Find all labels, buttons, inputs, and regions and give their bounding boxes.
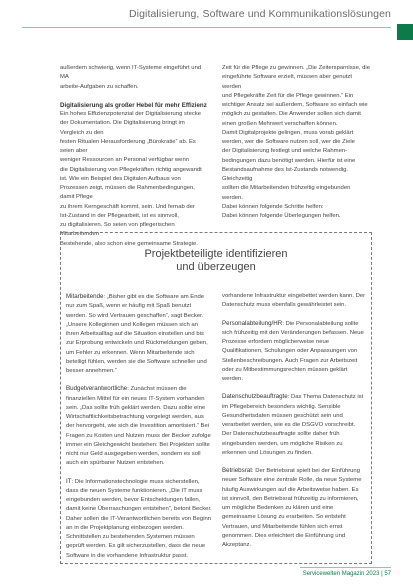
info-box-left-column	[66, 292, 212, 559]
paragraph-line: Bestandsaufnahme des Ist-Zustands notwendig. Gleichzeitig	[222, 166, 349, 182]
paragraph-line: Prozessen zeigt, müssen die Rahmenbedingungen, damit Pflege	[60, 185, 195, 201]
paragraph-line: und Pflegekräfte Zeit für die Pflege gewinnen.“ Ein	[222, 92, 354, 99]
paragraph-line: Zeit für die Pflege zu gewinnen. „Die Zeitersparnisse, die	[222, 65, 370, 71]
info-box-right-column	[222, 292, 366, 554]
info-paragraph: Mitarbeitende: „Bisher gibt es die Software am Ende nur zum Spaß, wenn er häufig mit Spaß benutzt werden. So wird Vertrauen geschaffen“, sagt Becker. „Unsere Kolleginnen und Kollegen müssen sich an ihren Arbeitsalltag auf die Situation einstellen und bis zur Erprobung entwickeln und Rückmeldungen geben, um Fehler zu erkennen. Wenn Mitarbeitende sich beteiligt fühlen, werden sie die Software schneller und besser annehmen.“	[66, 293, 208, 374]
info-paragraph-head: IT	[66, 477, 72, 485]
info-paragraph-text: Der Betriebsrat spielt bei der Einführung neuer Software eine zentrale Rolle, da neue Systeme häufig Auswirkungen auf die Arbeitsweise haben. Es ist sinnvoll, den Betriebsrat frühzeitig zu informieren, um mögliche Bedenken zu klären und eine gemeinsame Lösung zu erarbeiten. So entsteht Vertrauen, und Mitarbeitende fühlen sich ernst genommen. Dies erleichtert die Einführung und Akzeptanz.	[222, 468, 362, 548]
header-divider	[22, 27, 391, 28]
paragraph-line: weniger Ressourcen an Personal verfügbar wenn	[60, 157, 190, 164]
info-paragraph-text: vorhandene Infrastruktur eingebettet werden kann. Der Datenschutz muss ebenfalls gewährleistet sein.	[222, 293, 366, 309]
paragraph-line: einen großen Mehrwert verschaffen können.	[222, 120, 338, 127]
paragraph-line: bedingungen dazu benötigt werden. Hierfür ist eine	[222, 157, 356, 164]
paragraph-line: Dabei können folgende Überlegungen helfen.	[222, 213, 341, 219]
section-subheading: Digitalisierung als großer Hebel für mehr Effizienz	[60, 101, 207, 109]
info-paragraph-text: Zunächst müssen die finanziellen Mittel für ein neues IT-System vorhanden sein. „Das sollte früh geklärt werden. Dazu sollte eine Wirtschaftlichkeitsbetrachtung vorgelegt werden, aus der hervorgeht, wie sich die Investition amortisiert.“ Bei Fragen zu Kosten und Nutzen muss der Becker zufolge immer ein Gleichgewicht bestehen: Bei Projekten sollte nicht nur Geld ausgegeben werden, sondern es soll auch ein spürbarer Nutzen entstehen.	[66, 386, 211, 467]
paragraph-line: eingeführte Software erzielt, müssen aber genutzt werden	[222, 74, 352, 90]
paragraph-line: sollten die Mitarbeitenden frühzeitig eingebunden werden.	[222, 185, 351, 201]
paragraph-line: Ist-Zustand in der Pflegearbeit, ist es sinnvoll,	[60, 212, 179, 219]
footer-divider	[300, 567, 391, 568]
paragraph-line: der Dokumentation. Die Digitalisierung bringt im Vergleich zu den	[60, 120, 185, 136]
paragraph-line: festen Ritualen Herausforderung „Bürokratie“ ab. Es seien aber	[60, 138, 196, 154]
info-paragraph: Budgetverantwortliche: Zunächst müssen die finanziellen Mittel für ein neues IT-System vorhanden sein. „Das sollte früh geklärt werden. Dazu sollte eine Wirtschaftlichkeitsbetrachtung vorgelegt werden, aus der hervorgeht, wie sich die Investition amortisiert.“ Bei Fragen zu Kosten und Nutzen muss der Becker zufolge immer ein Gleichgewicht bestehen: Bei Projekten sollte nicht nur Geld ausgegeben werden, sondern es soll auch ein spürbarer Nutzen entstehen.	[66, 385, 211, 467]
info-paragraph: IT: Die Informationstechnologie muss sicherstellen, dass die neuen Systeme funktionieren. „Die IT muss eingebunden werden, bevor Entscheidungen fallen, damit keine Überraschungen entstehen“, betont Becker. Daher sollen die IT-Verantwortlichen bereits von Beginn an in die Projektplanung einbezogen werden. Schnittstellen zu bestehenden Systemen müssen geprüft werden. Es gilt sicherzustellen, dass die neue Software in die vorhandene Infrastruktur passt.	[66, 477, 212, 559]
info-box-title	[60, 248, 372, 274]
paragraph-line: ist. Wie ein Beispiel des Digitalen Aufbaus von	[60, 175, 181, 182]
paragraph-line: die Digitalisierung von Pflegekräften richtig angewandt	[60, 166, 202, 173]
info-paragraph: Datenschutzbeauftragte: Das Thema Datenschutz ist im Pflegebereich besonders wichtig. Sensible Gesundheitsdaten müssen geschützt sein und verarbeitet werden, wie es die DSGVO vorschreibt. Der Datenschutzbeauftragte sollte daher früh eingebunden werden, um mögliche Risiken zu erkennen und Lösungen zu finden.	[222, 393, 364, 456]
paragraph-line: zu ihrem Kerngeschäft kommt, sein. Und fernab der	[60, 203, 195, 210]
info-box-title-line: und überzeugen	[176, 261, 256, 273]
paragraph-line: Damit Digitalprojekte gelingen, muss vorab geklärt	[222, 129, 354, 136]
page-header-title: Digitalisierung, Software und Kommunikationslösungen	[128, 8, 391, 20]
info-paragraph	[222, 292, 366, 311]
info-paragraph-text: Die Informationstechnologie muss sicherstellen, dass die neuen Systeme funktionieren. „Die IT muss eingebunden werden, bevor Entscheidungen fallen, damit keine Überraschungen entstehen“, betont Becker. Daher sollen die IT-Verantwortlichen bereits von Beginn an in die Projektplanung einbezogen werden. Schnittstellen zu bestehenden Systemen müssen geprüft werden. Es gilt sicherzustellen, dass die neue Software in die vorhandene Infrastruktur passt.	[66, 478, 212, 559]
paragraph-line: werden, wer die Software nutzen soll, wer die Ziele	[222, 139, 355, 145]
paragraph-line: wichtiger Ansatz sei außerdem, Software so einfach wie	[222, 102, 368, 108]
info-paragraph-head: Budgetverantwortliche	[66, 385, 128, 393]
info-paragraph: Betriebsrat: Der Betriebsrat spielt bei der Einführung neuer Software eine zentrale Rolle, da neue Systeme häufig Auswirkungen auf die Arbeitsweise haben. Es ist sinnvoll, den Betriebsrat frühzeitig zu informieren, um mögliche Bedenken zu klären und eine gemeinsame Lösung zu erarbeiten. So entsteht Vertrauen, und Mitarbeitende fühlen sich ernst genommen. Dies erleichtert die Einführung und Akzeptanz.	[222, 467, 362, 548]
section-tab-marker	[397, 24, 413, 40]
info-paragraph-text: Das Thema Datenschutz ist im Pflegebereich besonders wichtig. Sensible Gesundheitsdaten müssen geschützt sein und verarbeitet werden, wie es die DSGVO vorschreibt. Der Datenschutzbeauftragte sollte daher früh eingebunden werden, um mögliche Risiken zu erkennen und Lösungen zu finden.	[222, 394, 364, 456]
page-footer: Servicewelten Magazin 2023 | 57	[302, 571, 391, 577]
info-paragraph-head: Mitarbeitende	[66, 293, 104, 300]
paragraph-line: möglich zu gestalten. Die Anwender sollen sich damit	[222, 111, 361, 118]
info-paragraph-head: Betriebsrat	[222, 467, 252, 474]
info-paragraph-text: Die Personalabteilung sollte sich frühzeitig mit den Veränderungen befassen. Neue Prozesse erfordern möglicherweise neue Qualifikationen, Schulungen oder Anpassungen von Stellenbeschreibungen. Auch Fragen zur Arbeitszeit oder zu Mitbestimmungsrechten müssen geklärt werden.	[222, 320, 364, 382]
paragraph-line: Bestehende, also schon eine gemeinsame Strategie.	[60, 240, 198, 247]
info-paragraph-text: „Bisher gibt es die Software am Ende nur zum Spaß, wenn er häufig mit Spaß benutzt werden. So wird Vertrauen geschaffen“, sagt Becker. „Unsere Kolleginnen und Kollegen müssen sich an ihren Arbeitsalltag auf die Situation einstellen und bis zur Erprobung entwickeln und Rückmeldungen geben, um Fehler zu erkennen. Wenn Mitarbeitende sich beteiligt fühlen, werden sie die Software schneller und besser annehmen.“	[66, 294, 208, 374]
paragraph-line: Ein hohes Effizienzpotenzial der Digitalisierung stecke	[60, 111, 202, 117]
paragraph-line: Dabei können folgende Schritte helfen:	[222, 203, 324, 210]
paragraph-line: zu digitalisieren. So seien von pflegerischen Mitarbeitenden	[60, 222, 175, 238]
paragraph-line: arbeite-Aufgaben zu schaffen.	[60, 83, 139, 90]
info-box-title-line: Projektbeteiligte identifizieren	[144, 248, 288, 260]
top-right-column	[222, 64, 370, 221]
info-paragraph-head: Personalabteilung/HR	[222, 319, 283, 327]
paragraph-line: außerdem schwierig, wenn IT-Systeme eingeführt und MA	[60, 65, 202, 81]
top-left-column	[60, 64, 208, 249]
info-paragraph-head: Datenschutzbeauftragte	[222, 393, 288, 401]
info-paragraph: Personalabteilung/HR: Die Personalabteilung sollte sich frühzeitig mit den Veränderungen befassen. Neue Prozesse erfordern möglicherweise neue Qualifikationen, Schulungen oder Anpassungen von Stellenbeschreibungen. Auch Fragen zur Arbeitszeit oder zu Mitbestimmungsrechten müssen geklärt werden.	[222, 319, 364, 382]
paragraph-line: der Digitalisierung festlegt und welche Rahmen-	[222, 148, 348, 155]
